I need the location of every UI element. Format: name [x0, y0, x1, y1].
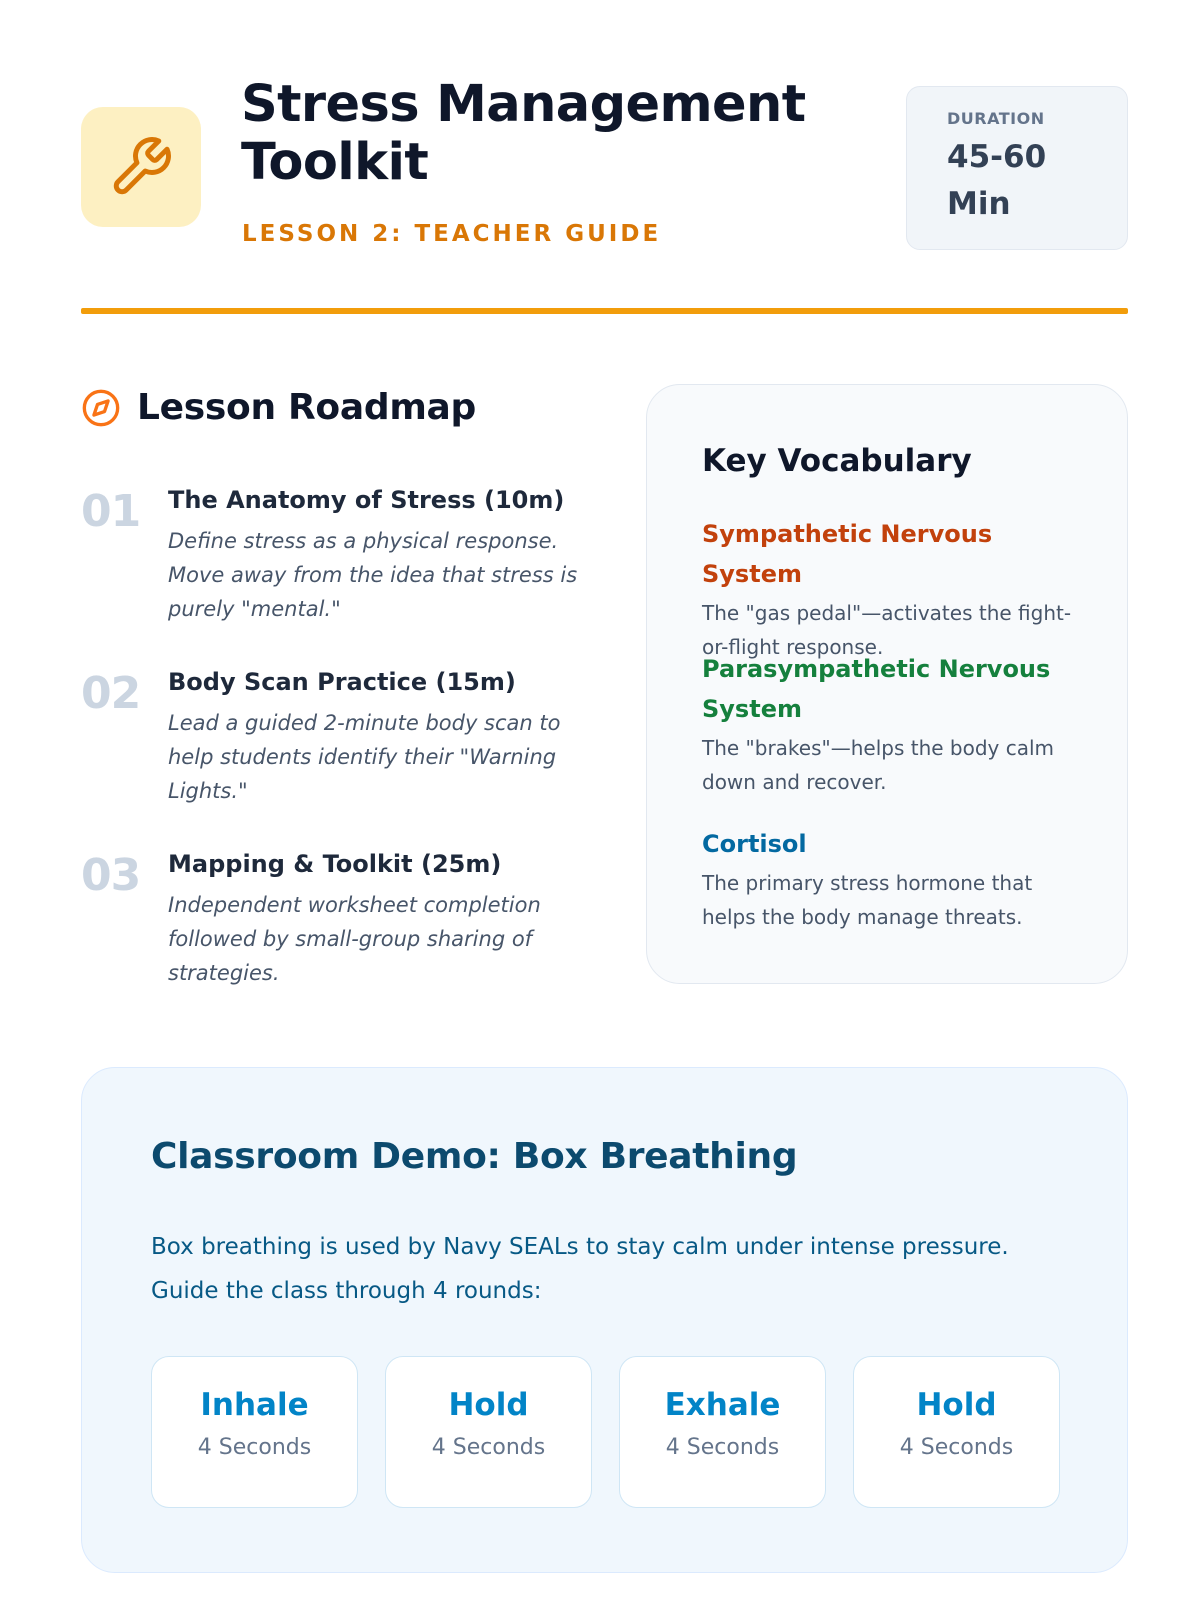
- breathing-phase-card: [619, 1356, 826, 1508]
- breathing-phase-card: [853, 1356, 1060, 1508]
- phase-duration: 4 Seconds: [899, 1435, 1014, 1460]
- duration-value: 45-60 Min: [947, 139, 1047, 222]
- duration-card: [906, 86, 1128, 250]
- phase-name: Hold: [448, 1387, 529, 1423]
- phase-name: Inhale: [200, 1387, 309, 1423]
- phase-name: Hold: [916, 1387, 997, 1423]
- demo-title: Classroom Demo: Box Breathing: [151, 1136, 798, 1177]
- step-title: Mapping & Toolkit (25m): [168, 850, 502, 878]
- step-number: 01: [81, 486, 141, 537]
- demo-description: Box breathing is used by Navy SEALs to stay calm under intense pressure. Guide the class through 4 rounds:: [151, 1234, 1009, 1304]
- roadmap-heading: [81, 387, 476, 428]
- page-subtitle: LESSON 2: TEACHER GUIDE: [242, 221, 662, 247]
- vocabulary-definition: The "gas pedal"—activates the fight-or-flight response.: [702, 601, 1072, 659]
- logo-tile: [81, 107, 201, 227]
- step-number: 02: [81, 668, 141, 719]
- phase-duration: 4 Seconds: [431, 1435, 546, 1460]
- demo-section: [81, 1067, 1128, 1573]
- vocabulary-term: Sympathetic Nervous System: [702, 520, 993, 588]
- page-title: Stress Management Toolkit: [241, 75, 806, 192]
- phase-duration: 4 Seconds: [665, 1435, 780, 1460]
- vocabulary-title: Key Vocabulary: [702, 443, 972, 479]
- step-title: The Anatomy of Stress (10m): [168, 486, 565, 514]
- compass-icon: [81, 388, 121, 428]
- vocabulary-definition: The primary stress hormone that helps the body manage threats.: [702, 871, 1033, 929]
- vocabulary-item: [702, 824, 1092, 934]
- vocabulary-card: [646, 384, 1128, 984]
- step-description: Define stress as a physical response. Move away from the idea that stress is purely "mental.": [168, 529, 578, 621]
- phase-duration: 4 Seconds: [197, 1435, 312, 1460]
- roadmap-title: Lesson Roadmap: [137, 387, 476, 428]
- header-divider: [81, 308, 1128, 314]
- phase-name: Exhale: [664, 1387, 781, 1423]
- vocabulary-term: Cortisol: [702, 830, 807, 858]
- vocabulary-item: [702, 649, 1092, 799]
- vocabulary-item: [702, 514, 1092, 664]
- vocabulary-term: Parasympathetic Nervous System: [702, 655, 1051, 723]
- breathing-phase-card: [151, 1356, 358, 1508]
- step-title: Body Scan Practice (15m): [168, 668, 516, 696]
- step-description: Independent worksheet completion followed by small-group sharing of strategies.: [168, 893, 541, 985]
- vocabulary-definition: The "brakes"—helps the body calm down and recover.: [702, 736, 1055, 794]
- step-description: Lead a guided 2-minute body scan to help students identify their "Warning Lights.": [168, 711, 561, 803]
- breathing-phase-card: [385, 1356, 592, 1508]
- step-number: 03: [81, 850, 141, 901]
- duration-label: DURATION: [947, 109, 1045, 128]
- wrench-icon: [108, 134, 174, 200]
